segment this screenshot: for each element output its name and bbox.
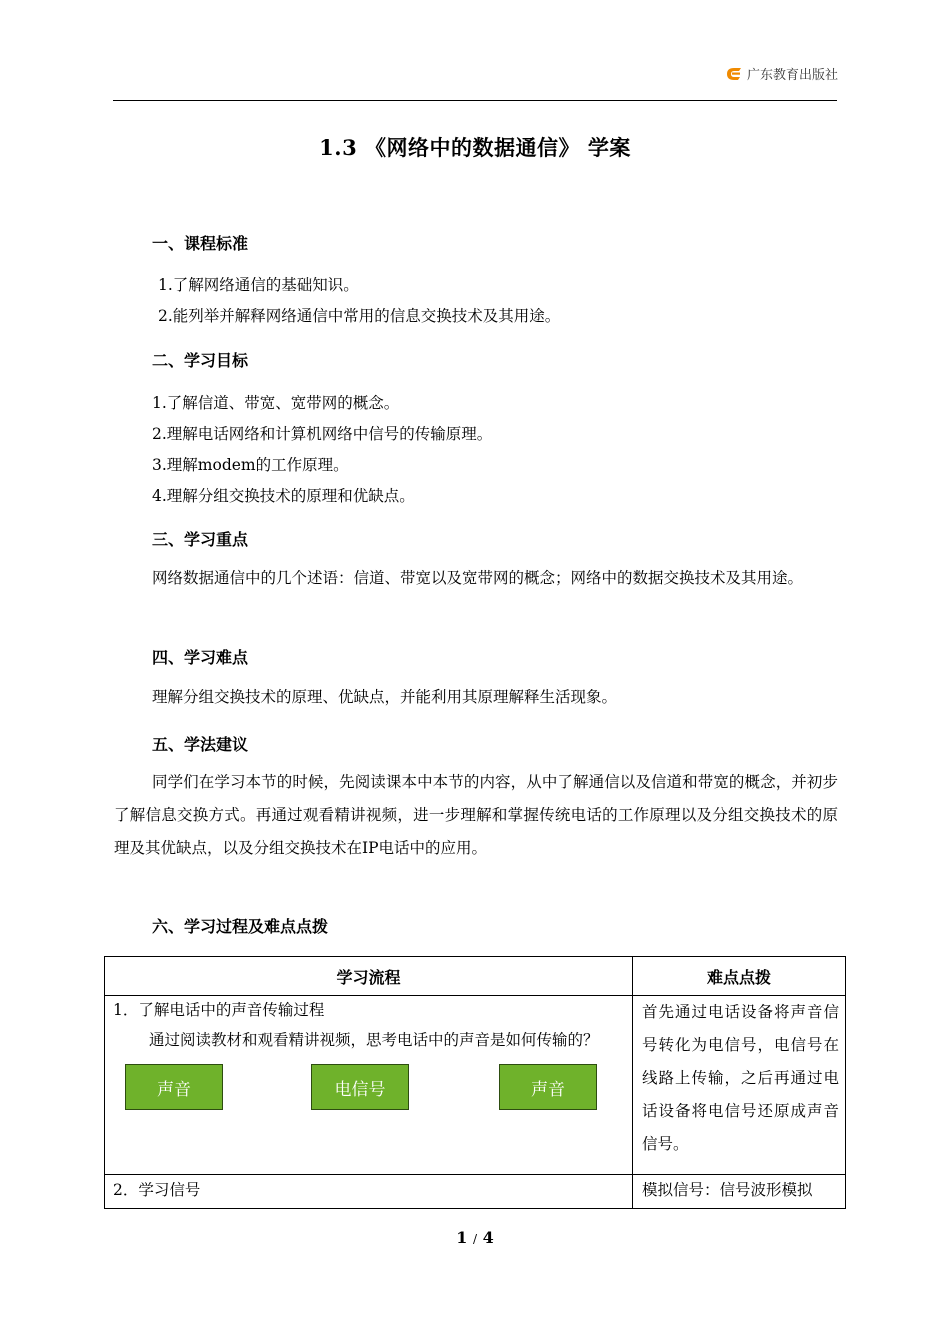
table-row — [105, 996, 846, 1175]
section-heading-key-points: 三、学习重点 — [152, 530, 249, 549]
flow-box-sound-in: 声音 — [125, 1064, 223, 1110]
learning-process-table — [104, 956, 846, 1209]
table-header-row — [105, 957, 846, 996]
study-advice-text: 同学们在学习本节的时候，先阅读课本中本节的内容，从中了解通信以及信道和带宽的概念，并初步了解信息交换方式。再通过观看精讲视频，进一步理解和掌握传统电话的工作原理以及分组交换技术的原理及其优缺点，以及分组交换技术在IP电话中的应用。 — [114, 773, 838, 857]
header-rule — [113, 100, 837, 101]
difficulties-text: 理解分组交换技术的原理、优缺点，并能利用其原理解释生活现象。 — [152, 688, 618, 706]
hint-text: 模拟信号：信号波形模拟 — [642, 1181, 813, 1199]
flow-box-electric-signal: 电信号 — [311, 1064, 409, 1110]
section-heading-study-advice: 五、学法建议 — [152, 735, 249, 754]
publisher-logo — [725, 64, 838, 83]
section-heading-difficulties: 四、学习难点 — [152, 648, 249, 667]
page-number — [0, 1228, 950, 1247]
key-points-text: 网络数据通信中的几个述语：信道、带宽以及宽带网的概念；网络中的数据交换技术及其用途。 — [152, 569, 804, 587]
current-page: 1 — [456, 1228, 468, 1247]
column-header-hints: 难点点拨 — [633, 957, 846, 996]
sound-flow-diagram — [113, 1056, 624, 1126]
hint-text: 首先通过电话设备将声音信号转化为电信号，电信号在线路上传输，之后再通过电话设备将电信号还原成声音信号。 — [642, 1003, 839, 1153]
section-heading-standards: 一、课程标准 — [152, 234, 249, 253]
publisher-name: 广东教育出版社 — [746, 68, 838, 83]
total-pages: 4 — [482, 1228, 494, 1247]
step-description: 通过阅读教材和观看精讲视频，思考电话中的声音是如何传输的？ — [149, 1031, 599, 1049]
goals-item: 3.理解modem的工作原理。 — [152, 456, 349, 474]
step-title: 2．学习信号 — [113, 1181, 201, 1199]
page-title: 1.3 《网络中的数据通信》 学案 — [319, 135, 631, 160]
flow-box-sound-out: 声音 — [499, 1064, 597, 1110]
step-title: 1．了解电话中的声音传输过程 — [113, 1001, 325, 1019]
goals-item: 1.了解信道、带宽、宽带网的概念。 — [152, 394, 400, 412]
section-heading-goals: 二、学习目标 — [152, 351, 249, 370]
table-row — [105, 1175, 846, 1209]
goals-item: 2.理解电话网络和计算机网络中信号的传输原理。 — [152, 425, 493, 443]
publisher-mark-icon — [725, 67, 743, 81]
standards-item: 1.了解网络通信的基础知识。 — [158, 276, 359, 294]
goals-item: 4.理解分组交换技术的原理和优缺点。 — [152, 487, 415, 505]
column-header-process: 学习流程 — [105, 957, 633, 996]
section-heading-process: 六、学习过程及难点点拨 — [152, 917, 329, 936]
page-separator: / — [472, 1232, 478, 1246]
standards-item: 2.能列举并解释网络通信中常用的信息交换技术及其用途。 — [158, 307, 561, 325]
